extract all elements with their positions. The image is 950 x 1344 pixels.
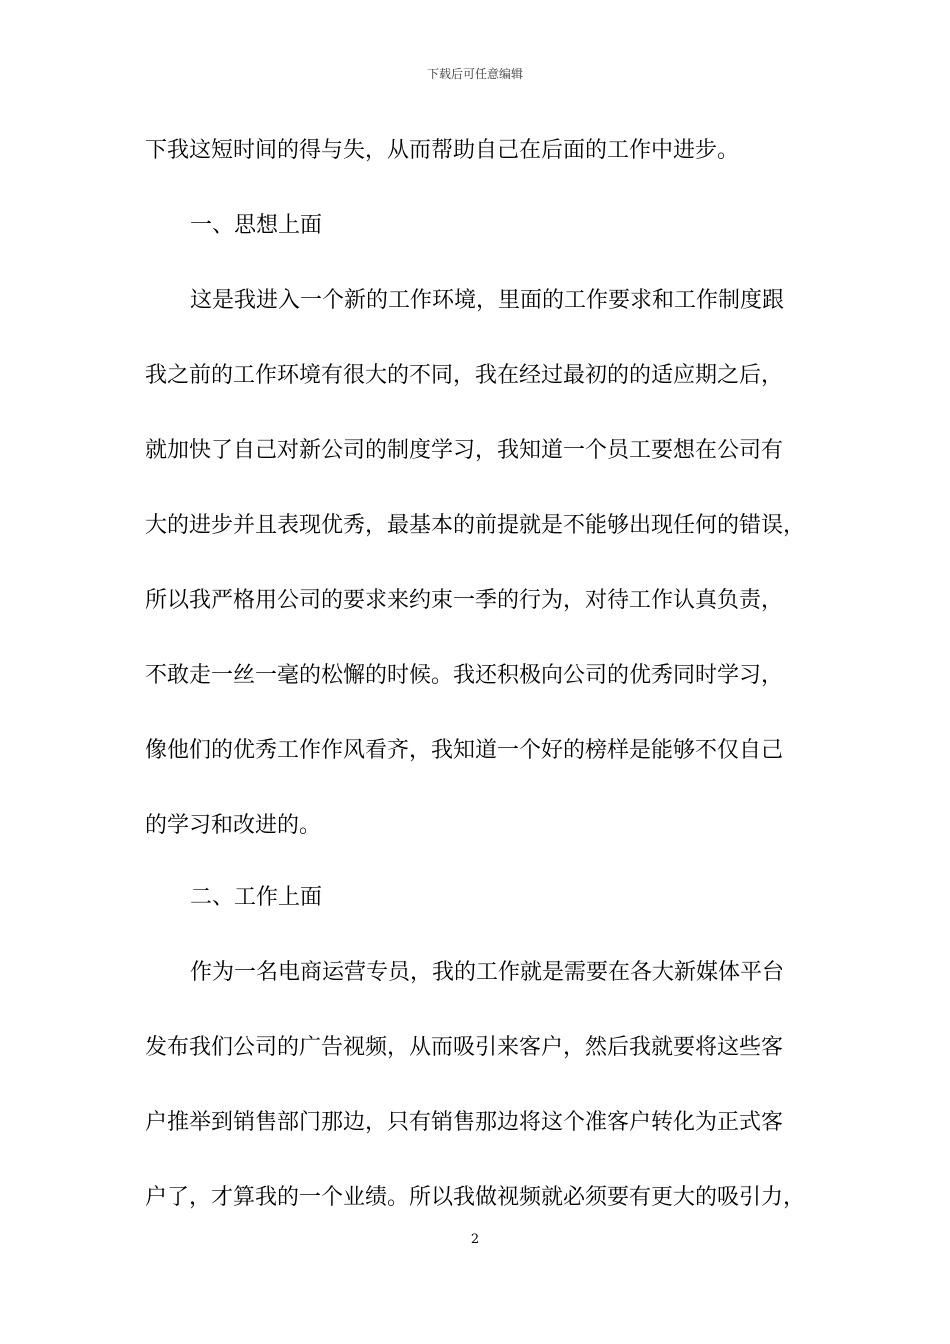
text-line: 发布我们公司的广告视频，从而吸引来客户，然后我就要将这些客 (145, 1035, 784, 1060)
page-number: 2 (470, 1232, 480, 1247)
text-line: 就加快了自己对新公司的制度学习，我知道一个员工要想在公司有 (145, 438, 784, 463)
text-line: 户推举到销售部门那边，只有销售那边将这个准客户转化为正式客 (145, 1110, 784, 1135)
section-heading: 一、思想上面 (190, 213, 323, 238)
text-line: 大的进步并且表现优秀，最基本的前提就是不能够出现任何的错误， (145, 513, 806, 538)
text-line: 下我这短时间的得与失，从而帮助自己在后面的工作中进步。 (145, 138, 740, 163)
text-line: 这是我进入一个新的工作环境，里面的工作要求和工作制度跟 (190, 288, 785, 313)
text-line: 我之前的工作环境有很大的不同，我在经过最初的的适应期之后， (145, 363, 784, 388)
text-line: 不敢走一丝一毫的松懈的时候。我还积极向公司的优秀同时学习， (145, 663, 784, 688)
page-header: 下载后可任意编辑 (426, 67, 523, 81)
section-heading: 二、工作上面 (190, 885, 323, 910)
text-line: 所以我严格用公司的要求来约束一季的行为，对待工作认真负责， (145, 588, 784, 613)
text-line: 作为一名电商运营专员，我的工作就是需要在各大新媒体平台 (190, 960, 785, 985)
text-line: 像他们的优秀工作作风看齐，我知道一个好的榜样是能够不仅自己 (145, 738, 784, 763)
text-line: 户了，才算我的一个业绩。所以我做视频就必须要有更大的吸引力， (145, 1185, 806, 1210)
text-line: 的学习和改进的。 (145, 813, 322, 838)
